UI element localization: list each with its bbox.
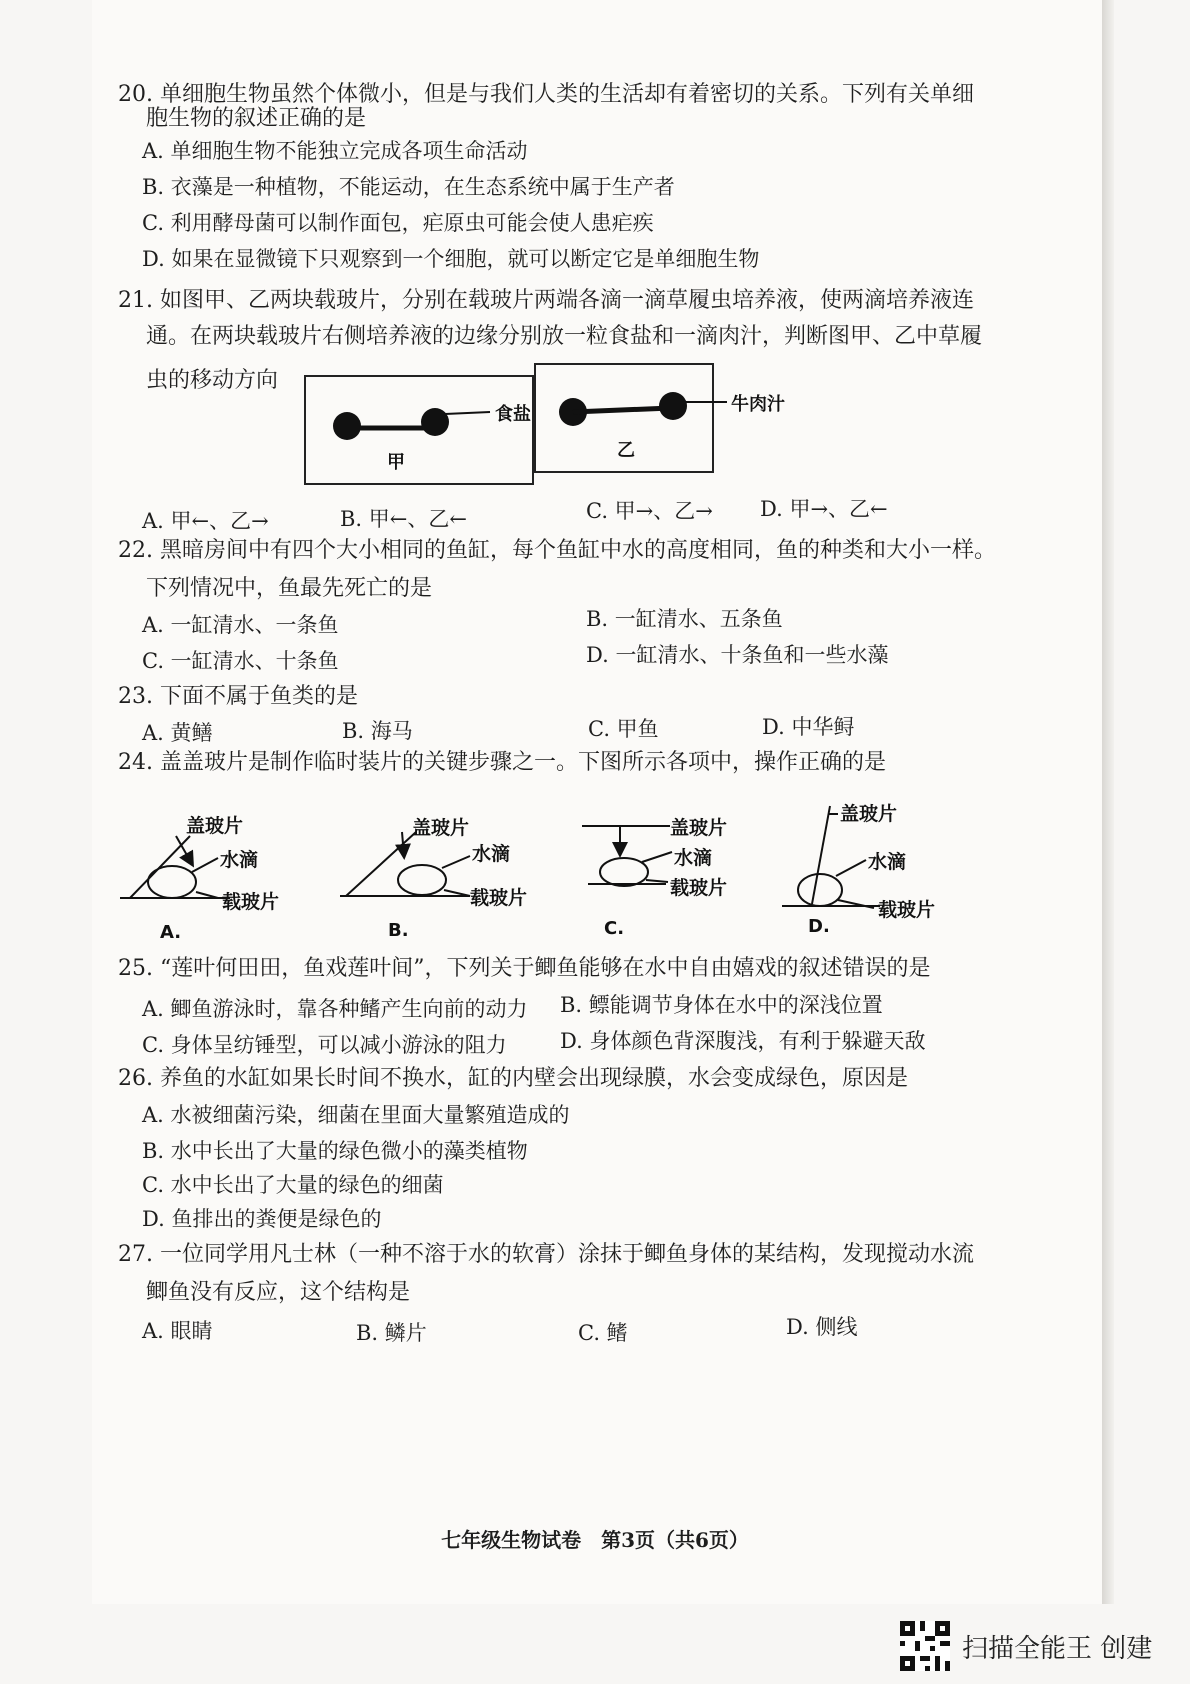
slide-label-c: 载玻片: [670, 877, 728, 899]
q25-stem: 25. “莲叶何田田，鱼戏莲叶间”，下列关于鲫鱼能够在水中自由嬉戏的叙述错误的是: [118, 956, 931, 981]
option-letter-a: A.: [160, 922, 182, 943]
q20-option-b: B. 衣藻是一种植物，不能运动，在生态系统中属于生产者: [142, 175, 675, 199]
q25-option-b: B. 鳔能调节身体在水中的深浅位置: [560, 993, 883, 1017]
q27-option-c: C. 鳍: [578, 1321, 628, 1345]
q21-option-b: B. 甲←、乙←: [340, 507, 467, 531]
q26-option-c: C. 水中长出了大量的绿色的细菌: [142, 1173, 444, 1197]
option-letter-d: D.: [808, 916, 830, 937]
q20-option-d: D. 如果在显微镜下只观察到一个细胞，就可以断定它是单细胞生物: [142, 247, 760, 271]
q27-stem-line1: 27. 一位同学用凡士林（一种不溶于水的软膏）涂抹于鲫鱼身体的某结构，发现搅动水流: [118, 1242, 974, 1267]
cover-label-d: 盖玻片: [840, 803, 898, 825]
option-letter-b: B.: [388, 920, 409, 941]
q22-option-c: C. 一缸清水、十条鱼: [142, 649, 339, 673]
drop-label-c: 水滴: [674, 847, 713, 869]
q25-option-a: A. 鲫鱼游泳时，靠各种鳍产生向前的动力: [142, 997, 528, 1021]
drop-label-a: 水滴: [220, 849, 259, 871]
coverslip-option-d: [782, 802, 935, 937]
q22-option-b: B. 一缸清水、五条鱼: [586, 607, 783, 631]
q20-option-c: C. 利用酵母菌可以制作面包，疟原虫可能会使人患疟疾: [142, 211, 654, 235]
q26-option-d: D. 鱼排出的粪便是绿色的: [142, 1207, 382, 1231]
coverslip-option-c: [582, 816, 727, 939]
coverslip-option-b: [340, 816, 527, 941]
salt-label: 食盐: [495, 404, 531, 425]
drop-label-d: 水滴: [868, 851, 907, 873]
q26-stem: 26. 养鱼的水缸如果长时间不换水，缸的内壁会出现绿膜，水会变成绿色，原因是: [118, 1066, 908, 1091]
q25-option-d: D. 身体颜色背深腹浅，有利于躲避天敌: [560, 1029, 926, 1053]
q24-coverslip-figure: [110, 796, 970, 948]
q23-option-c: C. 甲鱼: [588, 717, 659, 741]
slide-label-d: 载玻片: [878, 899, 936, 921]
slide-jia: [305, 376, 533, 484]
q20-stem-line2: 胞生物的叙述正确的是: [146, 106, 367, 131]
cover-label-c: 盖玻片: [670, 817, 728, 839]
q22-stem-line2: 下列情况中，鱼最先死亡的是: [146, 576, 433, 601]
q24-stem: 24. 盖盖玻片是制作临时装片的关键步骤之一。下图所示各项中，操作正确的是: [118, 750, 886, 775]
q21-option-a: A. 甲←、乙→: [142, 509, 269, 533]
q26-option-b: B. 水中长出了大量的绿色微小的藻类植物: [142, 1139, 528, 1163]
scanner-watermark: [900, 1618, 1152, 1674]
q25-option-c: C. 身体呈纺锤型，可以减小游泳的阻力: [142, 1033, 507, 1057]
q27-option-d: D. 侧线: [786, 1315, 858, 1339]
q21-stem-line1: 21. 如图甲、乙两块载玻片，分别在载玻片两端各滴一滴草履虫培养液，使两滴培养液连: [118, 288, 974, 313]
page-footer: 七年级生物试卷 第3页（共6页）: [441, 1528, 749, 1552]
q22-option-a: A. 一缸清水、一条鱼: [142, 613, 339, 637]
cover-label-b: 盖玻片: [412, 817, 470, 839]
coverslip-option-a: [120, 814, 279, 943]
watermark-text: 扫描全能王 创建: [962, 1633, 1153, 1664]
q22-option-d: D. 一缸清水、十条鱼和一些水藻: [586, 643, 889, 667]
q21-slides-figure: [295, 356, 815, 488]
q26-option-a: A. 水被细菌污染，细菌在里面大量繁殖造成的: [142, 1103, 570, 1127]
q23-stem: 23. 下面不属于鱼类的是: [118, 684, 358, 709]
option-letter-c: C.: [604, 918, 625, 939]
q23-option-a: A. 黄鳝: [142, 721, 213, 745]
q21-stem-line3: 虫的移动方向: [146, 368, 279, 393]
drop-label-b: 水滴: [472, 843, 511, 865]
qr-code-icon: [900, 1621, 950, 1671]
q21-option-c: C. 甲→、乙→: [586, 499, 713, 523]
beef-broth-label: 牛肉汁: [731, 394, 785, 415]
slide-label-a: 载玻片: [222, 891, 280, 913]
q27-option-a: A. 眼睛: [142, 1319, 213, 1343]
slide-label-b: 载玻片: [470, 887, 528, 909]
q21-stem-line2: 通。在两块载玻片右侧培养液的边缘分别放一粒食盐和一滴肉汁，判断图甲、乙中草履: [146, 324, 983, 349]
cover-label-a: 盖玻片: [186, 815, 244, 837]
q27-stem-line2: 鲫鱼没有反应，这个结构是: [146, 1280, 411, 1305]
paper-edge: [1102, 0, 1114, 1604]
slide-yi-caption: 乙: [617, 440, 635, 461]
q23-option-b: B. 海马: [342, 719, 413, 743]
q20-stem-line1: 20. 单细胞生物虽然个体微小，但是与我们人类的生活却有着密切的关系。下列有关单细: [118, 82, 974, 107]
q22-stem-line1: 22. 黑暗房间中有四个大小相同的鱼缸，每个鱼缸中水的高度相同，鱼的种类和大小一样。: [118, 538, 996, 563]
slide-yi: [535, 364, 785, 472]
q21-option-d: D. 甲→、乙←: [760, 497, 888, 521]
q20-option-a: A. 单细胞生物不能独立完成各项生命活动: [142, 139, 528, 163]
q23-option-d: D. 中华鲟: [762, 715, 855, 739]
q27-option-b: B. 鳞片: [356, 1321, 427, 1345]
slide-jia-caption: 甲: [387, 452, 405, 473]
